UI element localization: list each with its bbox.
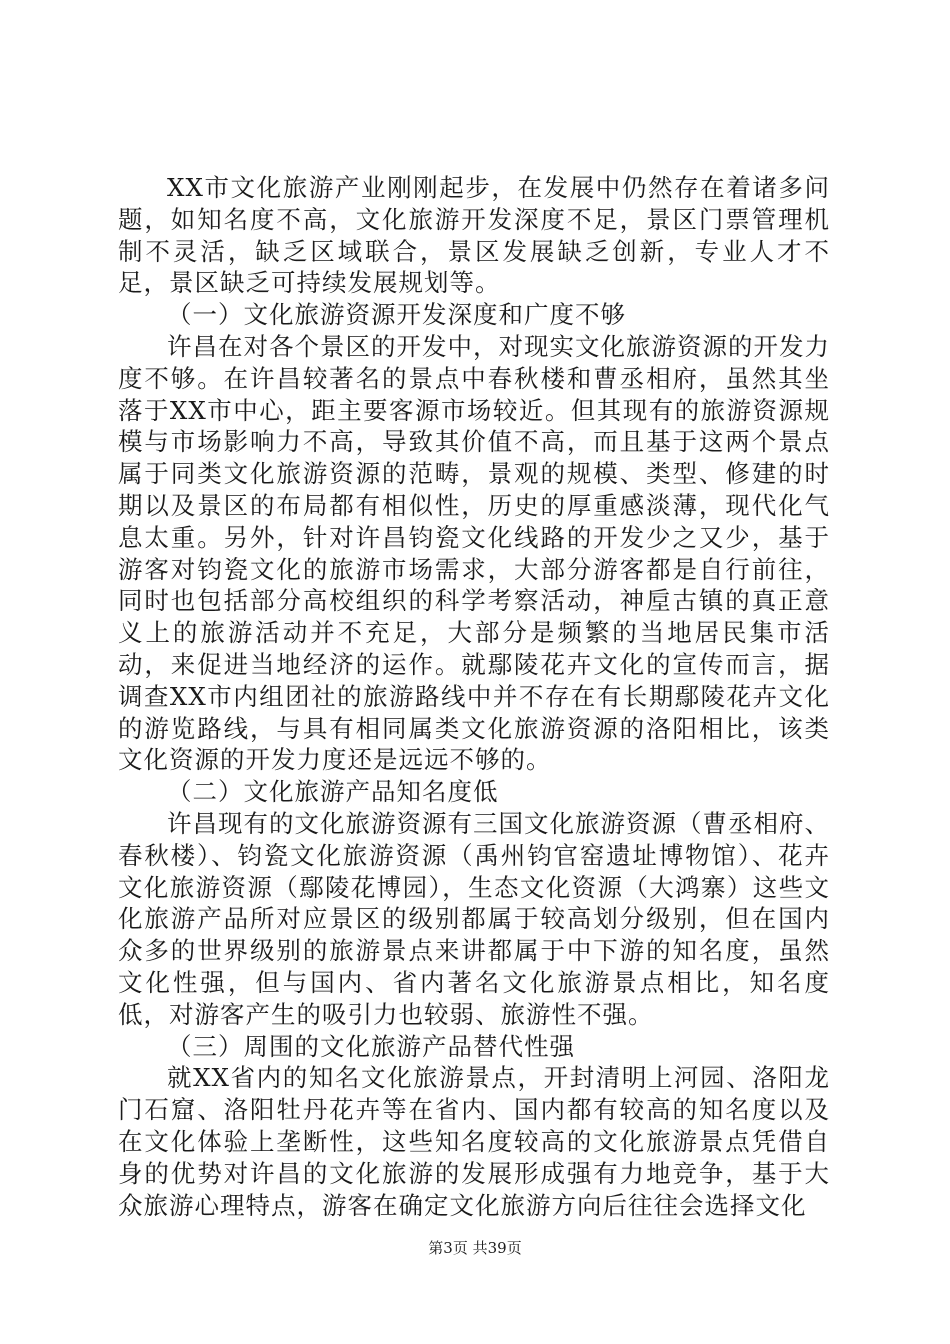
section-heading-2: （二）文化旅游产品知名度低	[167, 777, 499, 807]
section-heading-3: （三）周围的文化旅游产品替代性强	[167, 1031, 575, 1061]
section-heading-1: （一）文化旅游资源开发深度和广度不够	[167, 300, 626, 330]
paragraph-intro: XX市文化旅游产业刚刚起步，在发展中仍然存在着诸多问题，如知名度不高，文化旅游开发深度不足，景区门票管理机制不灵活，缺乏区域联合，景区发展缺乏创新，专业人才不足，景区缺乏可持续发展规划等。	[118, 173, 830, 298]
paragraph-section-1: 许昌在对各个景区的开发中，对现实文化旅游资源的开发力度不够。在许昌较著名的景点中春秋楼和曹丞相府，虽然其坐落于XX市中心，距主要客源市场较近。但其现有的旅游资源规模与市场影响力不高，导致其价值不高，而且基于这两个景点属于同类文化旅游资源的范畴，景观的规模、类型、修建的时期以及景区的布局都有相似性，历史的厚重感淡薄，现代化气息太重。另外，针对许昌钧瓷文化线路的开发少之又少，基于游客对钧瓷文化的旅游市场需求，大部分游客都是自行前往，同时也包括部分高校组织的科学考察活动，神垕古镇的真正意义上的旅游活动并不充足，大部分是频繁的当地居民集市活动，来促进当地经济的运作。就鄢陵花卉文化的宣传而言，据调查XX市内组团社的旅游路线中并不存在有长期鄢陵花卉文化的游览路线，与具有相同属类文化旅游资源的洛阳相比，该类文化资源的开发力度还是远远不够的。	[118, 331, 830, 775]
document-body	[118, 172, 830, 1221]
paragraph-section-2: 许昌现有的文化旅游资源有三国文化旅游资源（曹丞相府、春秋楼）、钧瓷文化旅游资源（禹州钧官窑遗址博物馆）、花卉文化旅游资源（鄢陵花博园），生态文化资源（大鸿寨）这些文化旅游产品所对应景区的级别都属于较高划分级别，但在国内众多的世界级别的旅游景点来讲都属于中下游的知名度，虽然文化性强，但与国内、省内著名文化旅游景点相比，知名度低，对游客产生的吸引力也较弱、旅游性不强。	[118, 808, 830, 1029]
paragraph-section-3: 就XX省内的知名文化旅游景点，开封清明上河园、洛阳龙门石窟、洛阳牡丹花卉等在省内、国内都有较高的知名度以及在文化体验上垄断性，这些知名度较高的文化旅游景点凭借自身的优势对许昌的文化旅游的发展形成强有力地竞争，基于大众旅游心理特点，游客在确定文化旅游方向后往往会选择文化	[118, 1063, 830, 1220]
page-footer: 第3页 共39页	[428, 1239, 522, 1257]
